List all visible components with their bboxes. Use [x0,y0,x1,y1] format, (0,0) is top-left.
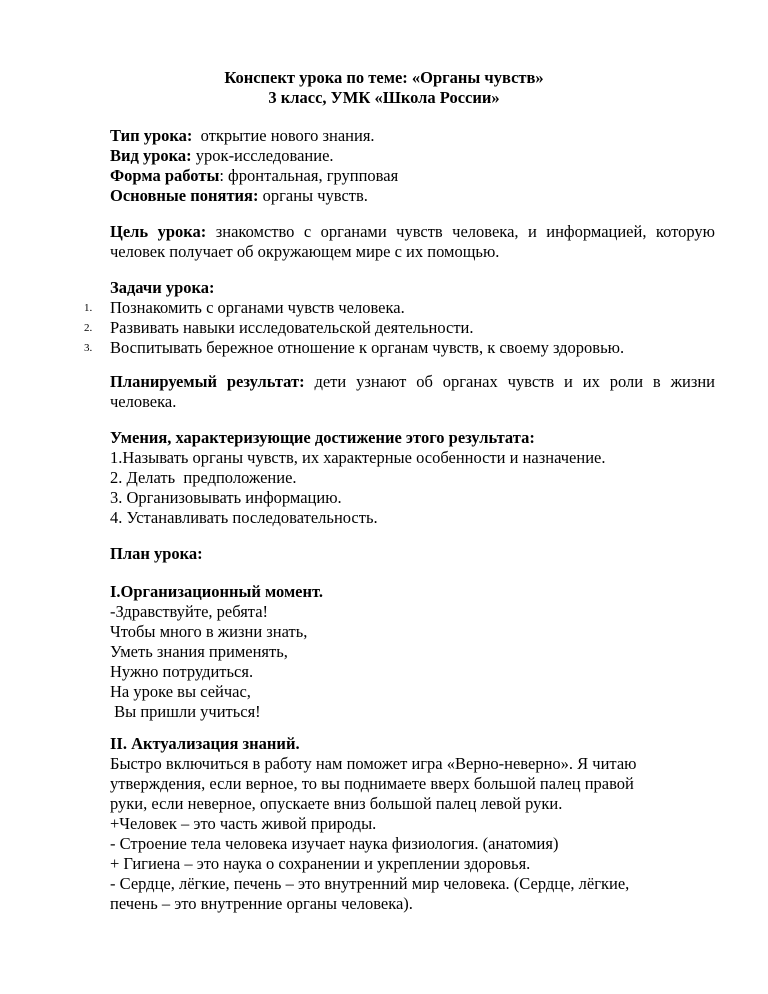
text-line: руки, если неверное, опускаете вниз большой палец левой руки. [110,794,563,813]
list-item [84,298,715,318]
list-item: 3. Организовывать информацию. [110,488,342,507]
list-item: 1.Называть органы чувств, их характерные особенности и назначение. [110,448,606,467]
tasks-list [84,298,715,358]
text-line: + Гигиена – это наука о сохранении и укреплении здоровья. [110,854,531,873]
text-line: - Сердце, лёгкие, печень – это внутренний мир человека. (Сердце, лёгкие, [110,874,630,893]
lesson-kind-label: Вид урока: [110,146,192,165]
lesson-goal-label: Цель урока: [110,222,207,241]
list-item [84,338,715,358]
work-form-label: Форма работы [110,166,220,185]
lesson-type [110,126,715,146]
text-line: +Человек – это часть живой природы. [110,814,377,833]
text-line: Нужно потрудиться. [110,662,254,681]
list-item-text: Воспитывать бережное отношение к органам чувств, к своему здоровью. [110,338,625,357]
tasks-heading: Задачи урока: [110,278,215,297]
lesson-kind [110,146,715,166]
work-form-value: : фронтальная, групповая [219,166,399,185]
skills-heading: Умения, характеризующие достижение этого результата: [110,428,535,447]
skills-section [110,428,715,528]
lesson-kind-value: урок-исследование. [191,146,334,165]
list-item-number: 3. [84,342,93,354]
lesson-plan [110,544,715,564]
text-line: Быстро включиться в работу нам поможет игра «Верно-неверно». Я читаю [110,754,637,773]
work-form [110,166,715,186]
text-line: Уметь знания применять, [110,642,288,661]
doc-title-line2: 3 класс, УМК «Школа России» [268,88,500,107]
planned-result-label: Планируемый результат: [110,372,305,391]
plan-heading: План урока: [110,544,203,563]
text-line: На уроке вы сейчас, [110,682,251,701]
list-item-number: 2. [84,322,93,334]
lesson-meta [110,126,715,206]
text-line: - Строение тела человека изучает наука физиология. (анатомия) [110,834,559,853]
text-line: -Здравствуйте, ребята! [110,602,269,621]
lesson-tasks [84,278,715,358]
lesson-goal-text: знакомство с органами чувств человека, и информацией, которую человек получает об окружающем мире с их помощью. [110,222,715,261]
list-item: 2. Делать предположение. [110,468,297,487]
list-item-text: Познакомить с органами чувств человека. [110,298,405,317]
text-line: Вы пришли учиться! [110,702,261,721]
list-item [84,318,715,338]
list-item-text: Развивать навыки исследовательской деятельности. [110,318,474,337]
lesson-type-value: открытие нового знания. [192,126,375,145]
lesson-type-label: Тип урока: [110,126,193,145]
list-item: 4. Устанавливать последовательность. [110,508,378,527]
text-line: печень – это внутренние органы человека). [110,894,413,913]
section-heading: II. Актуализация знаний. [110,734,300,753]
lesson-goal [110,222,715,262]
main-concepts [110,186,715,206]
planned-result-text: дети узнают об органах чувств и их роли в жизни человека. [110,372,715,411]
list-item-number: 1. [84,302,93,314]
section-knowledge-update [110,734,715,914]
main-concepts-label: Основные понятия: [110,186,259,205]
section-org-moment [110,582,715,722]
text-line: Чтобы много в жизни знать, [110,622,308,641]
doc-title-line1: Конспект урока по теме: «Органы чувств» [224,68,544,87]
section-heading: I.Организационный момент. [110,582,324,601]
text-line: утверждения, если верное, то вы поднимаете вверх большой палец правой [110,774,634,793]
planned-result [110,372,715,412]
main-concepts-value: органы чувств. [258,186,368,205]
